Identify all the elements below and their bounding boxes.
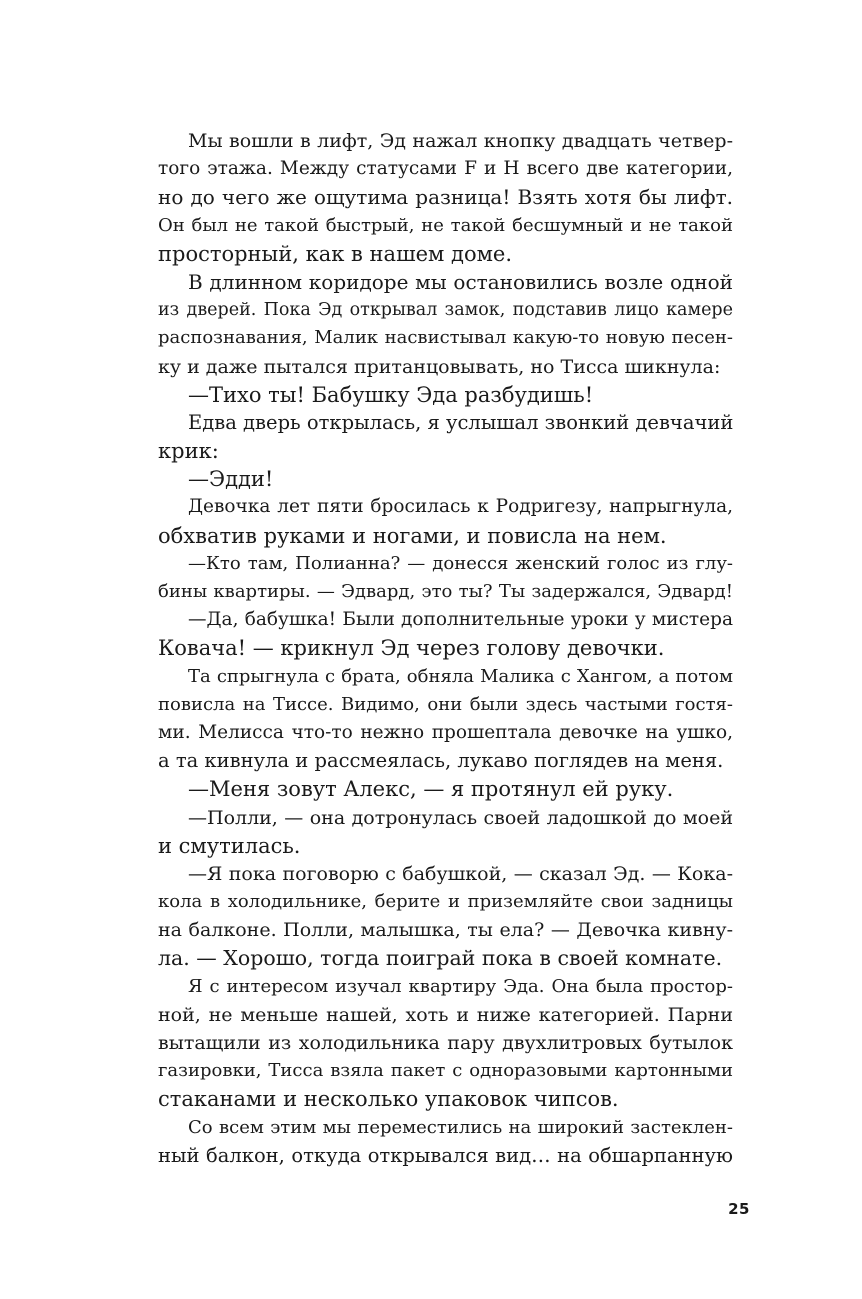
text-line: кола в холодильнике, берите и приземляйте свои задницы — [158, 891, 733, 913]
text-line: Я с интересом изучал квартиру Эда. Она была простор- — [188, 975, 733, 997]
text-line: ной, не меньше нашей, хоть и ниже категорией. Парни — [158, 1003, 733, 1026]
text-line: —Да, бабушка! Были дополнительные уроки у мистера — [188, 609, 733, 631]
text-line: повисла на Тиссе. Видимо, они были здесь частыми гостя- — [158, 693, 733, 715]
text-line: распознавания, Малик насвистывал какую-то новую песен- — [158, 327, 733, 349]
text-line: Мы вошли в лифт, Эд нажал кнопку двадцать четвер- — [188, 130, 733, 152]
text-line: газировки, Тисса взяла пакет с одноразовыми картонными — [158, 1060, 733, 1082]
text-line: вытащили из холодильника пару двухлитровых бутылок — [158, 1032, 733, 1054]
text-line: того этажа. Между статусами F и H всего две категории, — [158, 158, 733, 180]
text-line: В длинном коридоре мы остановились возле одной — [188, 269, 733, 294]
text-line: —Я пока поговорю с бабушкой, — сказал Эд. — Кока- — [188, 862, 733, 885]
text-line: ку и даже пытался пританцовывать, но Тисса шикнула: — [158, 355, 721, 378]
text-line: ми. Мелисса что-то нежно прошептала девочке на ушко, — [158, 721, 733, 743]
text-line: стаканами и несколько упаковок чипсов. — [158, 1087, 619, 1112]
text-line: на балконе. Полли, малышка, ты ела? — Девочка кивну- — [158, 919, 733, 942]
text-line: Девочка лет пяти бросилась к Родригезу, напрыгнула, — [188, 496, 733, 518]
text-line: и смутилась. — [158, 833, 301, 858]
text-line: ный балкон, откуда открывался вид… на обшарпанную — [158, 1143, 733, 1167]
text-line: просторный, как в нашем доме. — [158, 241, 513, 266]
text-line: из дверей. Пока Эд открывал замок, подставив лицо камере — [158, 300, 733, 321]
text-line: —Полли, — она дотронулась своей ладошкой до моей — [188, 806, 733, 829]
text-line: а та кивнула и рассмеялась, лукаво поглядев на меня. — [158, 749, 724, 773]
text-line: Ковача! — крикнул Эд через голову девочки. — [158, 636, 665, 661]
text-line: обхватив руками и ногами, и повисла на нем. — [158, 523, 667, 548]
text-line: но до чего же ощутима разница! Взять хотя бы лифт. — [158, 185, 733, 210]
text-line: Едва дверь открылась, я услышал звонкий девчачий — [188, 410, 734, 434]
page-text — [158, 127, 733, 1170]
text-line: —Меня зовут Алекс, — я протянул ей руку. — [188, 777, 674, 802]
text-line: —Кто там, Полианна? — донесся женский голос из глу- — [188, 552, 733, 574]
text-line: —Тихо ты! Бабушку Эда разбудишь! — [188, 382, 594, 407]
text-line: крик: — [158, 439, 219, 464]
text-line: ла. — Хорошо, тогда поиграй пока в своей комнате. — [158, 946, 723, 971]
text-line: бины квартиры. — Эдвард, это ты? Ты задержался, Эдвард! — [158, 581, 733, 602]
text-line: Он был не такой быстрый, не такой бесшумный и не такой — [158, 214, 733, 236]
page-number: 25 — [728, 1200, 750, 1218]
text-line: Та спрыгнула с брата, обняла Малика с Хангом, а потом — [188, 665, 733, 687]
text-line: —Эдди! — [188, 467, 274, 492]
text-line: Со всем этим мы переместились на широкий застеклен- — [188, 1116, 733, 1138]
